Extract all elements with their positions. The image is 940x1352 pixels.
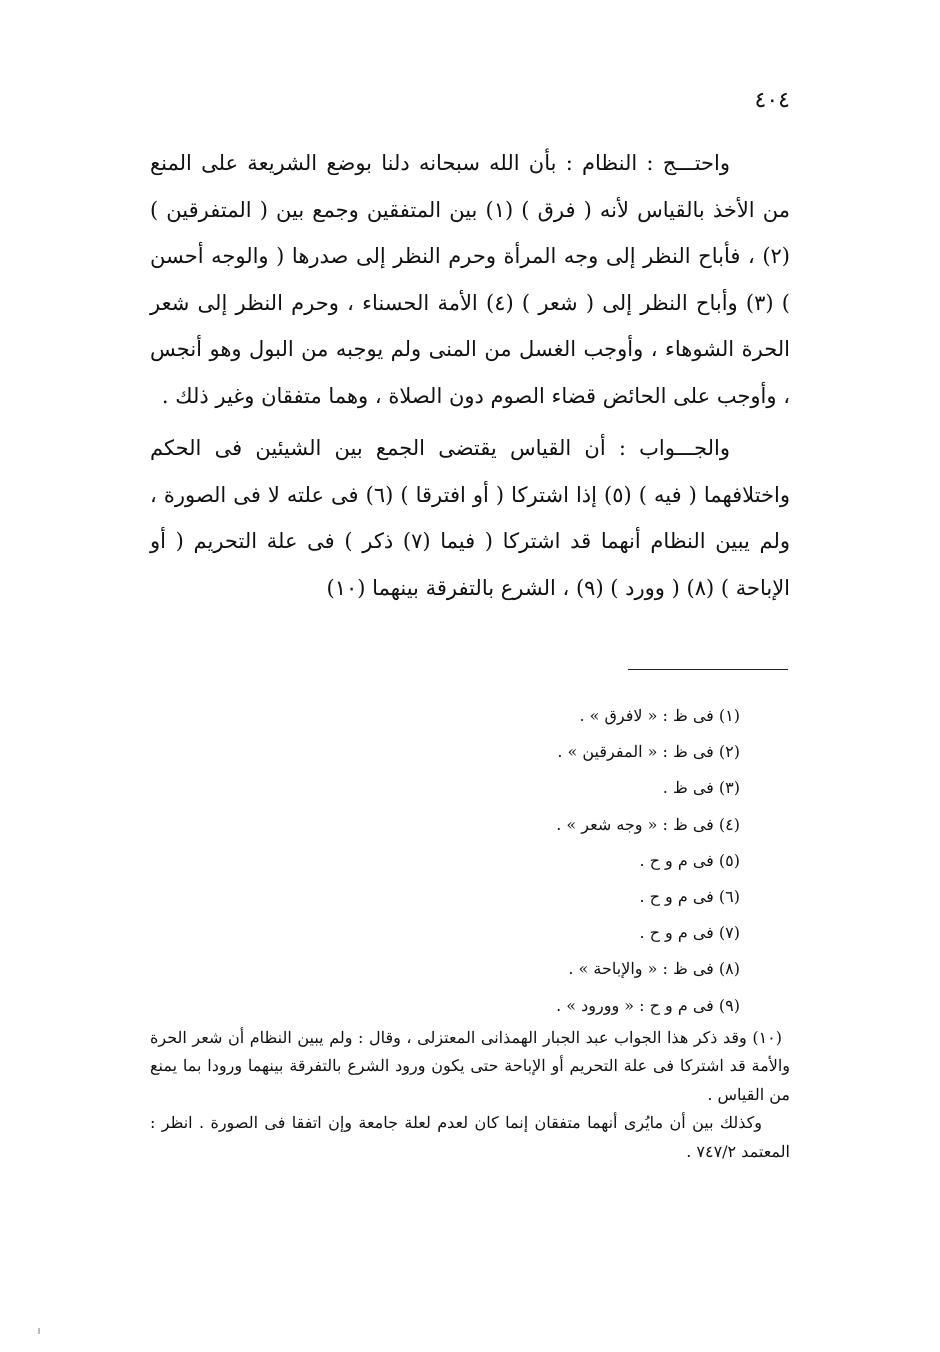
page-number: ٤٠٤	[754, 88, 790, 113]
footnote-10-continuation: وكذلك بين أن مايُرى أنهما متفقان إنما كان لعدم لعلة جامعة وإن اتفقا فى الصورة . انظر : المعتمد ٧٤٧/٢ .	[150, 1113, 790, 1161]
footnote-3: (٣) فى ظ .	[662, 778, 740, 798]
footnote-5: (٥) فى م و ح .	[639, 850, 740, 870]
paragraph-argument: واحتـــج : النظام : بأن الله سبحانه دلنا بوضع الشريعة على المنع من الأخذ بالقياس لأنه ( فرق ) (١) بين المتفقين وجمع بين ( المتفرقين ) (٢) ، فأباح النظر إلى وجه المرأة وحرم النظر إلى صدرها ( والوجه أحسن ) (٣) وأباح النظر إلى ( شعر ) (٤) الأمة الحسناء ، وحرم النظر إلى شعر الحرة الشوهاء ، وأوجب الغسل من المنى ولم يوجبه من البول وهو أنجس ، وأوجب على الحائض قضاء الصوم دون الصلاة ، وهما متفقان وغير ذلك .	[150, 151, 790, 408]
footnote-2: (٢) فى ظ : « المفرقين » .	[557, 742, 740, 762]
footnote-list	[150, 698, 790, 1024]
footnote-10: (١٠) وقد ذكر هذا الجواب عبد الجبار الهمذانى المعتزلى ، وقال : ولم يبين النظام أن شعر الحرة والأمة قد اشتركا فى علة التحريم أو الإباحة حتى يكون ورود الشرع بالتفرقة بينهما ورودا بما يمنع من القياس .	[150, 1027, 790, 1104]
footnote-9: (٩) فى م و ح : « وورود » .	[556, 995, 740, 1015]
main-text	[150, 140, 790, 611]
scan-edge-mark	[38, 1328, 40, 1334]
footnote-1: (١) فى ظ : « لافرق » .	[579, 706, 740, 725]
footnote-7: (٧) فى م و ح .	[639, 923, 740, 943]
footnote-4: (٤) فى ظ : « وجه شعر » .	[556, 814, 740, 834]
paragraph-response: والجـــواب : أن القياس يقتضى الجمع بين الشيئين فى الحكم واختلافهما ( فيه ) (٥) إذا اشتركا ( أو افترقا ) (٦) فى علته لا فى الصورة ، ولم يبين النظام أنهما قد اشتركا ( فيما (٧) ذكر ) فى علة التحريم ( أو الإباحة ) (٨) ( وورد ) (٩) ، الشرع بالتفرقة بينهما (١٠)	[150, 436, 790, 600]
footnotes	[150, 698, 790, 1166]
footnote-8: (٨) فى ظ : « والإباحة » .	[568, 959, 740, 979]
footnote-6: (٦) فى م و ح .	[639, 886, 740, 906]
footnote-divider	[628, 669, 788, 670]
